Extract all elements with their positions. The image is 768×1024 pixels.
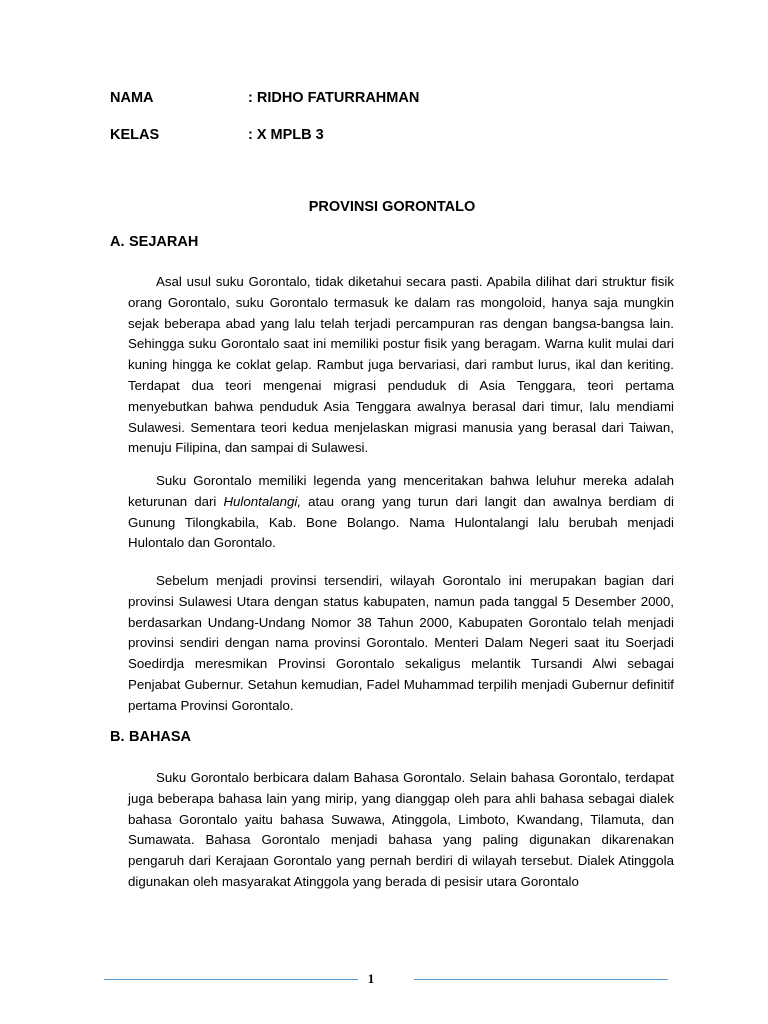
footer-divider-left bbox=[104, 979, 358, 980]
document-title: PROVINSI GORONTALO bbox=[308, 199, 476, 215]
name-value: : RIDHO FATURRAHMAN bbox=[248, 90, 420, 106]
paragraph-bahasa-1: Suku Gorontalo berbicara dalam Bahasa Gorontalo. Selain bahasa Gorontalo, terdapat juga beberapa bahasa lain yang mirip, yang dianggap oleh para ahli bahasa sebagai dialek bahasa Gorontalo yaitu bahasa Suwawa, Atinggola, Limboto, Kwandang, Tilamuta, dan Sumawata. Bahasa Gorontalo menjadi bahasa yang paling digunakan dikarenakan pengaruh dari Kerajaan Gorontalo yang pernah berdiri di wilayah tersebut. Dialek Atinggola digunakan oleh masyarakat Atinggola yang berada di pesisir utara Gorontalo bbox=[128, 770, 674, 889]
class-value: : X MPLB 3 bbox=[248, 127, 324, 143]
section-letter: B. bbox=[110, 729, 125, 745]
page-number: 1 bbox=[367, 971, 375, 986]
class-row bbox=[110, 127, 324, 143]
section-heading-bahasa bbox=[110, 729, 191, 745]
emphasis-term: Hulontalangi, bbox=[223, 493, 302, 509]
paragraph-text: Suku Gorontalo memiliki legenda yang menceritakan bahwa leluhur mereka adalah keturunan dari bbox=[128, 473, 674, 509]
paragraph-text: atau orang yang turun dari langit dan awalnya berdiam di Gunung Tilongkabila, Kab. Bone Bolango. Nama Hulontalangi lalu berubah menjadi Hulontalo dan Gorontalo. bbox=[128, 493, 674, 551]
footer-divider-right bbox=[414, 979, 668, 980]
section-heading-sejarah bbox=[110, 234, 198, 250]
section-title: SEJARAH bbox=[129, 234, 199, 250]
name-label: NAMA bbox=[110, 90, 154, 106]
section-title: BAHASA bbox=[129, 729, 192, 745]
paragraph-sejarah-3: Sebelum menjadi provinsi tersendiri, wilayah Gorontalo ini merupakan bagian dari provinsi Sulawesi Utara dengan status kabupaten, namun pada tanggal 5 Desember 2000, berdasarkan Undang-Undang Nomor 38 Tahun 2000, Kabupaten Gorontalo telah menjadi provinsi sendiri dengan nama provinsi Gorontalo. Menteri Dalam Negeri saat itu Soerjadi Soedirdja meresmikan Provinsi Gorontalo sekaligus melantik Tursandi Alwi sebagai Penjabat Gubernur. Setahun kemudian, Fadel Muhammad terpilih menjadi Gubernur definitif pertama Provinsi Gorontalo. bbox=[128, 573, 674, 713]
section-letter: A. bbox=[110, 234, 125, 250]
name-row bbox=[110, 90, 419, 106]
paragraph-sejarah-2 bbox=[128, 471, 674, 554]
paragraph-sejarah-1: Asal usul suku Gorontalo, tidak diketahui secara pasti. Apabila dilihat dari struktur fisik orang Gorontalo, suku Gorontalo termasuk ke dalam ras mongoloid, hanya saja mungkin sejak beberapa abad yang lalu telah terjadi percampuran ras dengan bangsa-bangsa lain. Sehingga suku Gorontalo saat ini memiliki postur fisik yang beragam. Warna kulit mulai dari kuning hingga ke coklat gelap. Rambut juga bervariasi, dari rambut lurus, ikal dan keriting. Terdapat dua teori mengenai migrasi penduduk di Asia Tenggara, teori pertama menyebutkan bahwa penduduk Asia Tenggara awalnya berasal dari timur, lalu mendiami Sulawesi. Sementara teori kedua menjelaskan migrasi manusia yang berasal dari Taiwan, menuju Filipina, dan sampai di Sulawesi. bbox=[128, 274, 674, 456]
class-label: KELAS bbox=[110, 127, 160, 143]
